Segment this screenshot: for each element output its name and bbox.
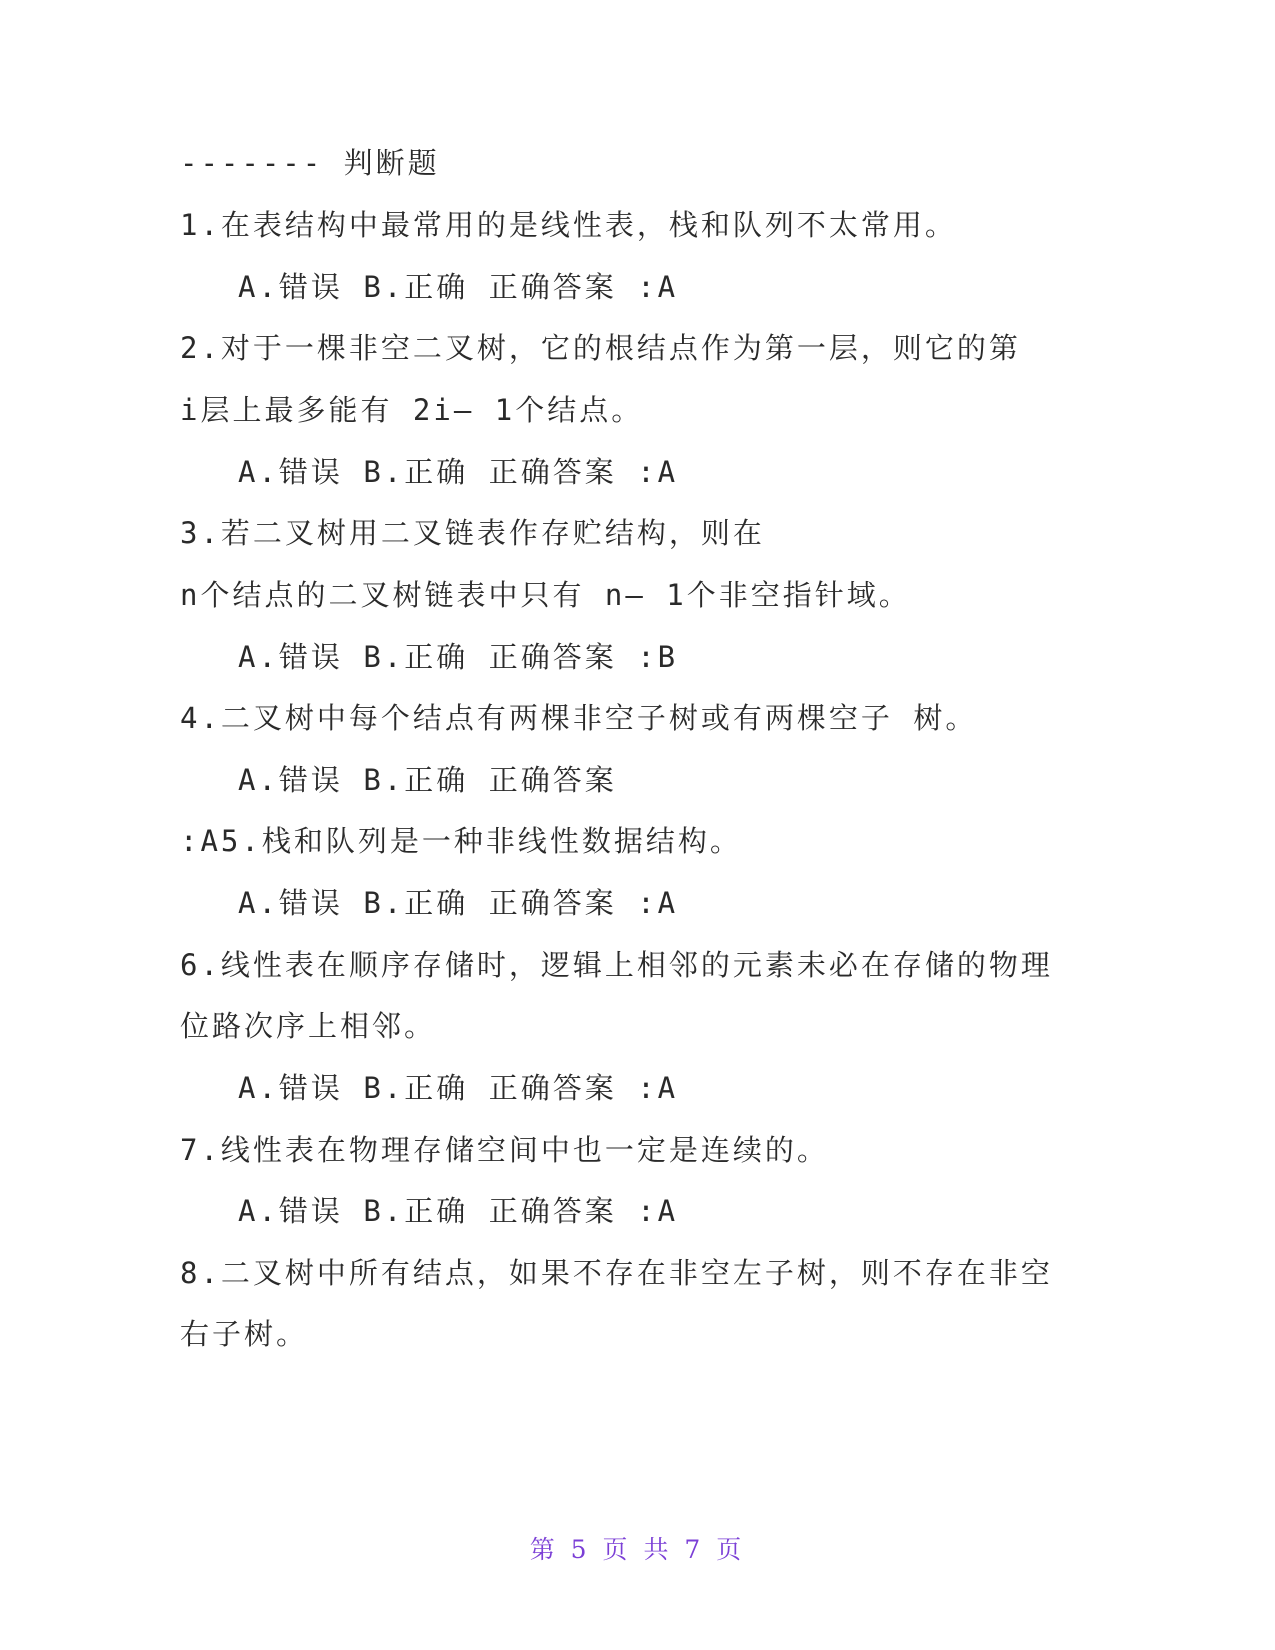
question-5-answer: A.错误 B.正确 正确答案 :A	[238, 886, 679, 920]
question-2-text-line-2: i层上最多能有 2i— 1个结点。	[180, 393, 644, 427]
question-8-text-line-2: 右子树。	[180, 1317, 309, 1351]
question-2-text-line-1: 2.对于一棵非空二叉树，它的根结点作为第一层，则它的第	[180, 331, 1021, 365]
question-3-text-line-1: 3.若二叉树用二叉链表作存贮结构，则在	[180, 516, 765, 550]
question-6-answer: A.错误 B.正确 正确答案 :A	[238, 1071, 679, 1105]
question-2-answer: A.错误 B.正确 正确答案 :A	[238, 455, 679, 489]
question-1-answer: A.错误 B.正确 正确答案 :A	[238, 270, 679, 304]
question-7-text: 7.线性表在物理存储空间中也一定是连续的。	[180, 1133, 829, 1167]
question-6-text-line-1: 6.线性表在顺序存储时，逻辑上相邻的元素未必在存储的物理	[180, 948, 1053, 982]
question-8-text-line-1: 8.二叉树中所有结点，如果不存在非空左子树，则不存在非空	[180, 1256, 1053, 1290]
question-4-text: 4.二叉树中每个结点有两棵非空子树或有两棵空子 树。	[180, 701, 978, 735]
question-3-text-line-2: n个结点的二叉树链表中只有 n— 1个非空指针域。	[180, 578, 911, 612]
question-1-text: 1.在表结构中最常用的是线性表，栈和队列不太常用。	[180, 208, 957, 242]
page-footer: 第 5 页 共 7 页	[529, 1535, 746, 1564]
question-3-answer: A.错误 B.正确 正确答案 :B	[238, 640, 679, 674]
question-7-answer: A.错误 B.正确 正确答案 :A	[238, 1194, 679, 1228]
section-heading: ------- 判断题	[180, 146, 440, 180]
question-4-answer: A.错误 B.正确 正确答案	[238, 763, 617, 797]
question-5-text: :A5.栈和队列是一种非线性数据结构。	[180, 824, 742, 858]
question-6-text-line-2: 位路次序上相邻。	[180, 1009, 437, 1043]
